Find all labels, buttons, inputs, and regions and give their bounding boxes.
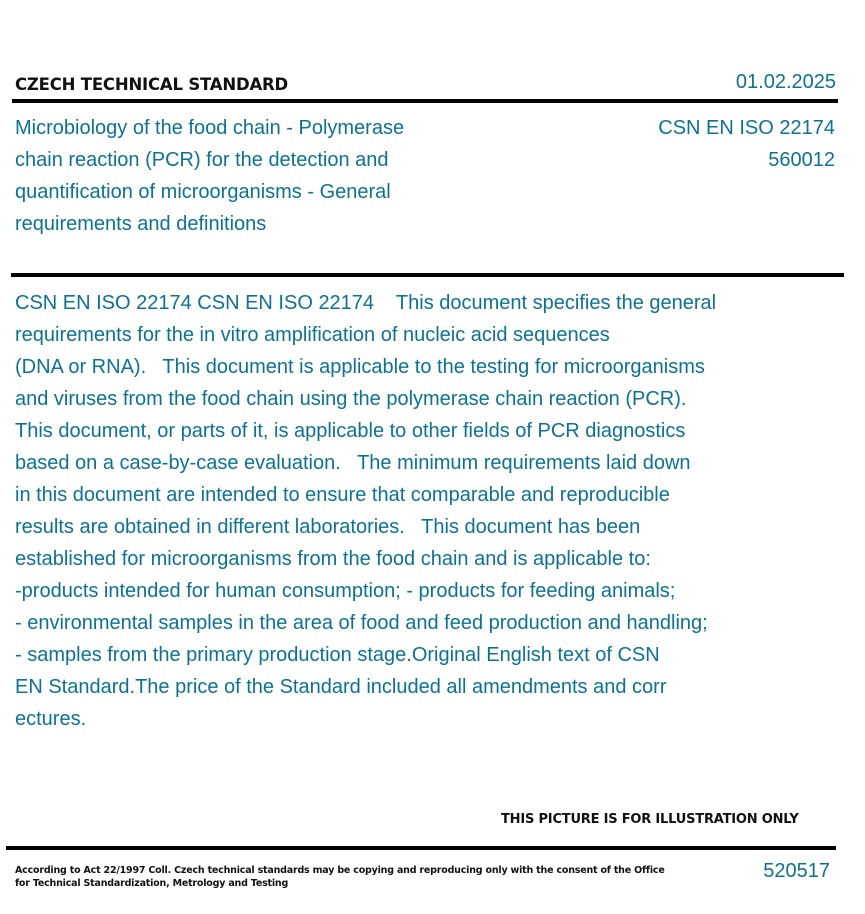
- abstract-line: (DNA or RNA). This document is applicable to the testing for microorganisms: [15, 356, 705, 378]
- standard-title: [15, 112, 455, 240]
- abstract-line: results are obtained in different laboratories. This document has been: [15, 516, 641, 538]
- publication-date: 01.02.2025: [735, 71, 836, 93]
- footer-divider: [6, 846, 836, 850]
- legal-notice-line: According to Act 22/1997 Coll. Czech technical standards may be copying and reproducing only with the consent of the Office: [15, 865, 665, 876]
- abstract-line: -products intended for human consumption; - products for feeding animals;: [15, 580, 676, 602]
- standard-title-line: chain reaction (PCR) for the detection and: [15, 149, 389, 171]
- abstract-line: established for microorganisms from the food chain and is applicable to:: [15, 548, 651, 570]
- title-divider: [11, 273, 844, 277]
- abstract-line: - samples from the primary production stage.Original English text of CSN: [15, 644, 660, 666]
- standard-title-line: quantification of microorganisms - General: [15, 181, 391, 203]
- illustration-notice: THIS PICTURE IS FOR ILLUSTRATION ONLY: [501, 812, 799, 827]
- abstract-line: requirements for the in vitro amplification of nucleic acid sequences: [15, 324, 610, 346]
- abstract-line: and viruses from the food chain using the polymerase chain reaction (PCR).: [15, 388, 687, 410]
- standard-title-line: Microbiology of the food chain - Polymerase: [15, 117, 405, 139]
- legal-notice-line: for Technical Standardization, Metrology and Testing: [15, 878, 289, 889]
- abstract-text: [15, 287, 780, 735]
- abstract-line: - environmental samples in the area of food and feed production and handling;: [15, 612, 708, 634]
- abstract-line: This document, or parts of it, is applicable to other fields of PCR diagnostics: [15, 420, 686, 442]
- abstract-line: in this document are intended to ensure that comparable and reproducible: [15, 484, 670, 506]
- abstract-line: CSN EN ISO 22174 CSN EN ISO 22174 This document specifies the general: [15, 292, 717, 314]
- document-type-label: CZECH TECHNICAL STANDARD: [15, 75, 289, 94]
- abstract-line: ectures.: [15, 708, 87, 730]
- abstract-line: based on a case-by-case evaluation. The minimum requirements laid down: [15, 452, 691, 474]
- abstract-line: EN Standard.The price of the Standard included all amendments and corr: [15, 676, 667, 698]
- standard-code: CSN EN ISO 22174: [658, 117, 835, 139]
- standard-title-line: requirements and definitions: [15, 213, 267, 235]
- standard-identifier: [658, 112, 835, 176]
- legal-notice: [15, 864, 665, 890]
- classification-number: 560012: [768, 149, 835, 171]
- footer-code: 520517: [763, 860, 830, 882]
- header-divider: [12, 99, 838, 103]
